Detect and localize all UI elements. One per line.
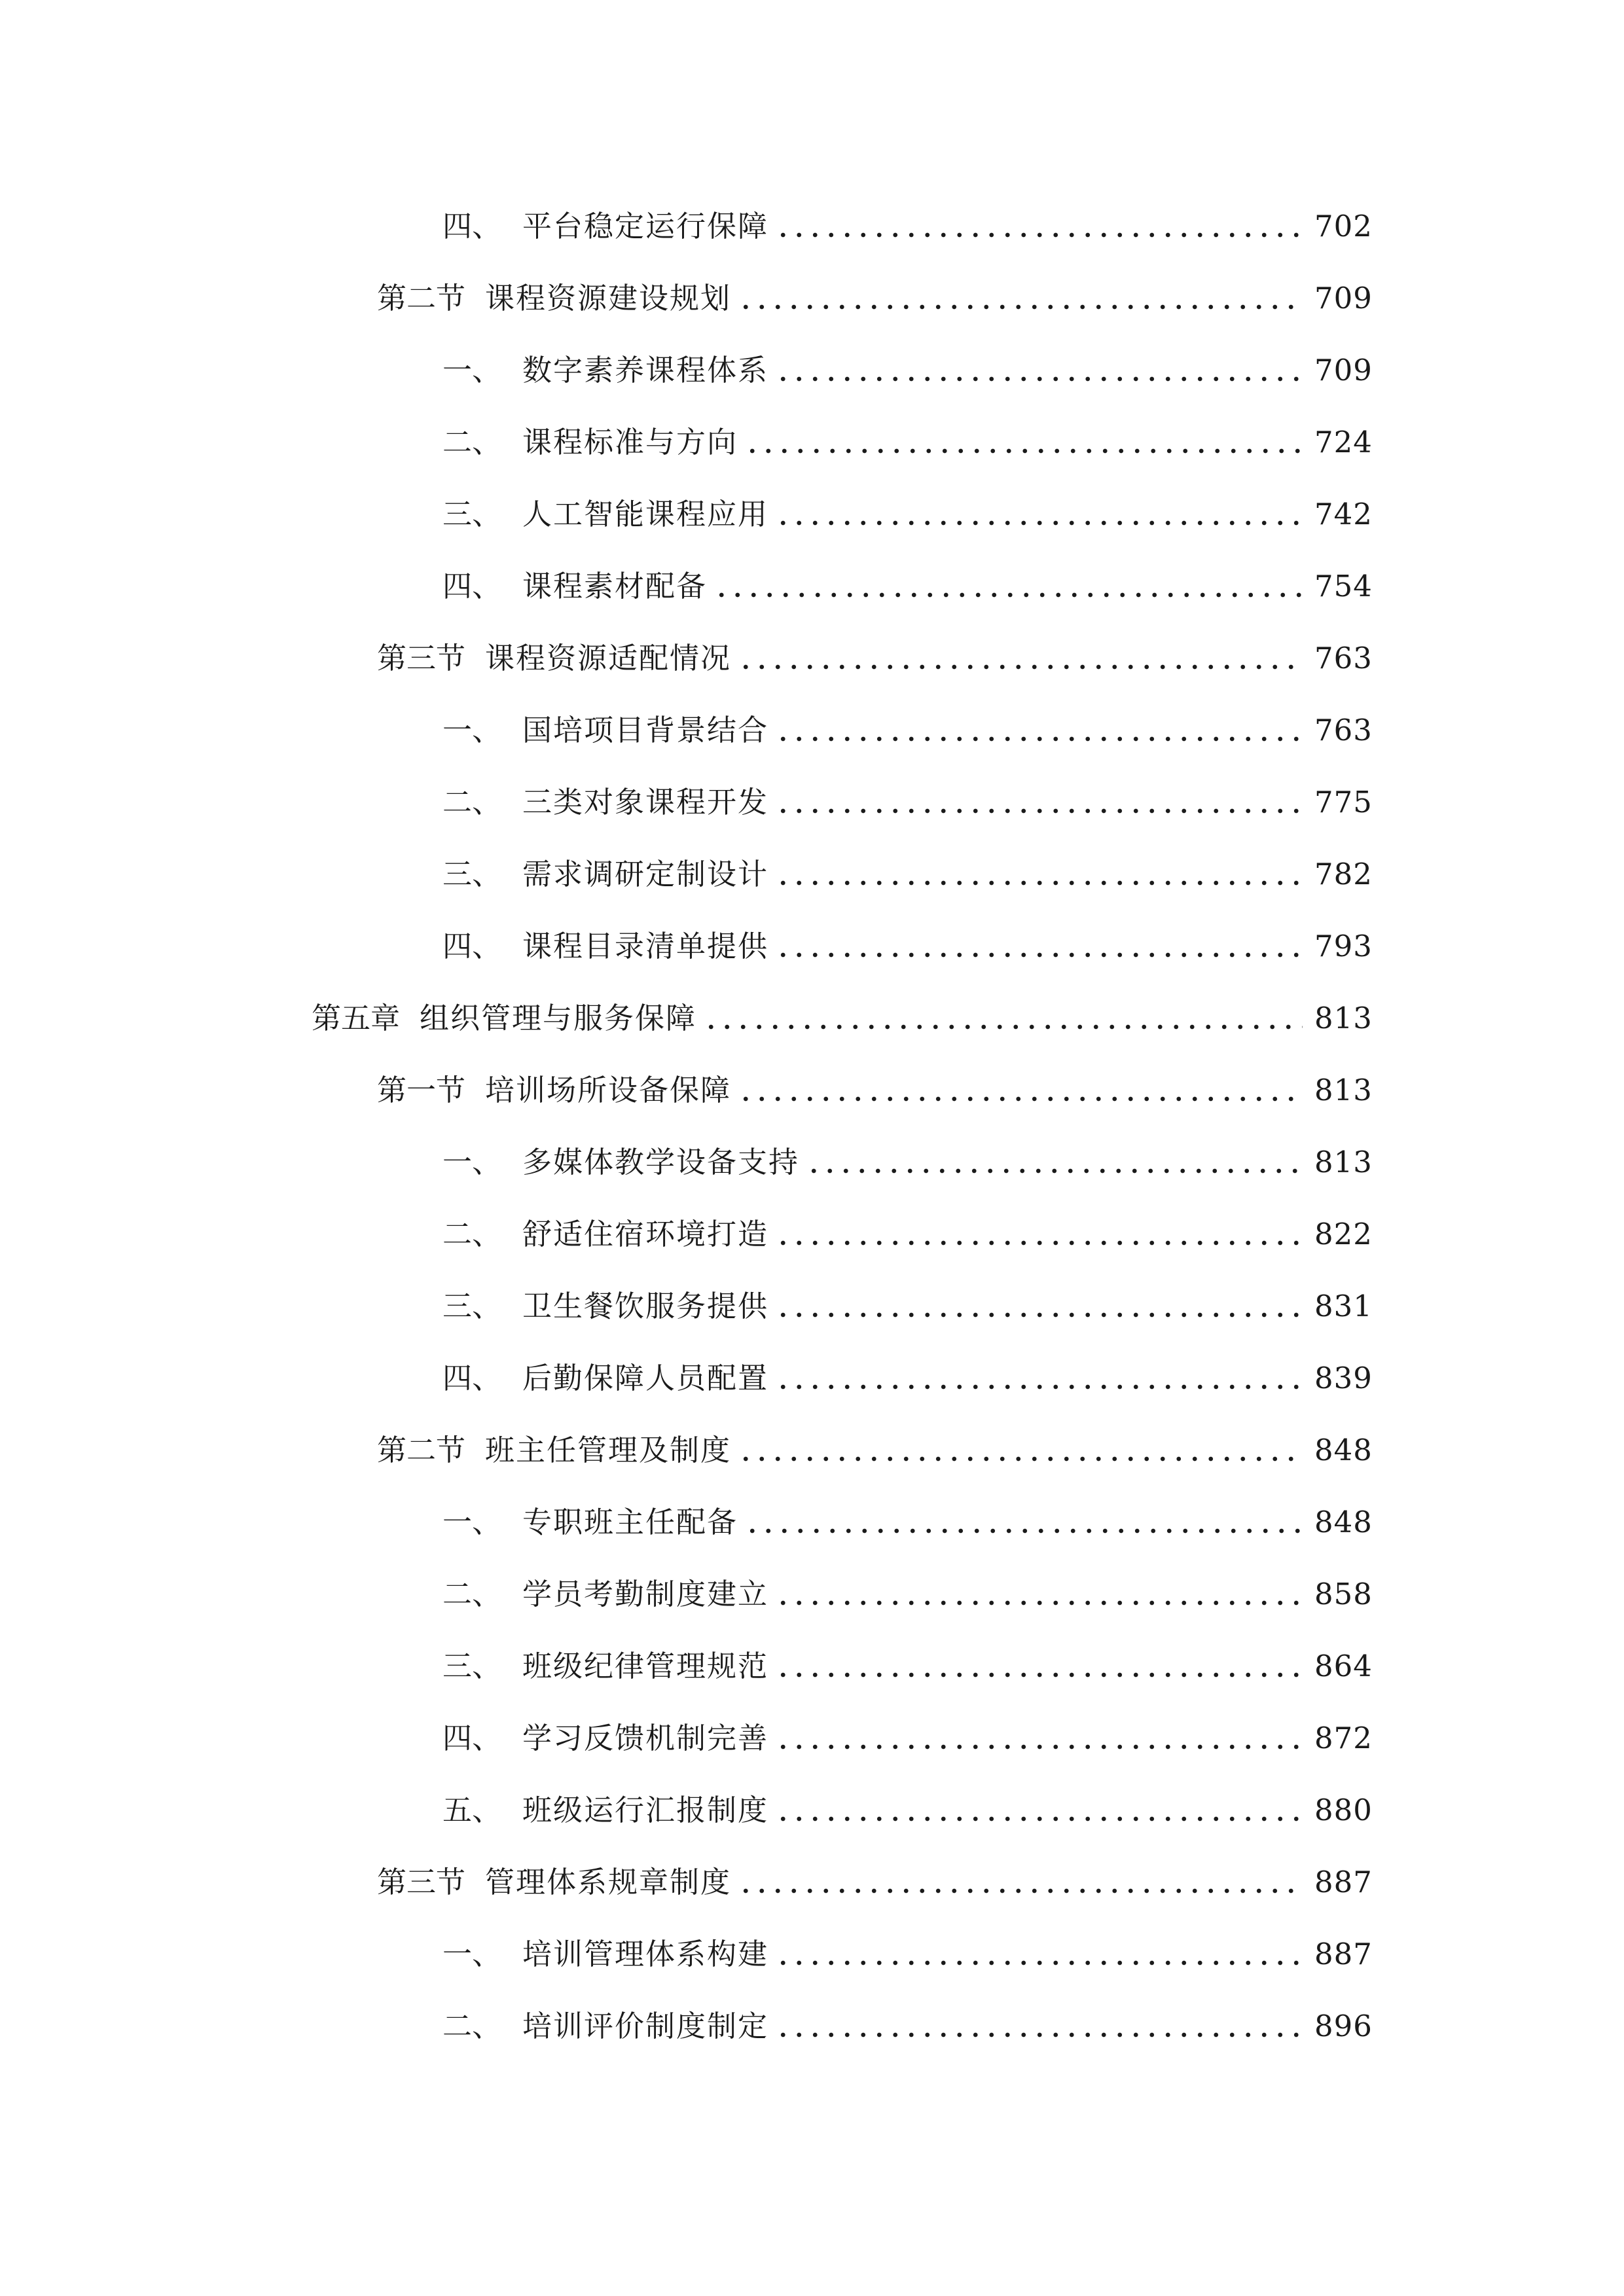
toc-entry[interactable] xyxy=(0,1198,1624,1270)
toc-entry[interactable] xyxy=(0,1558,1624,1630)
toc-entry-title: 班级运行汇报制度 xyxy=(522,1792,769,1827)
toc-entry-page: 887 xyxy=(1314,1936,1373,1971)
toc-entry-page: 709 xyxy=(1314,352,1373,387)
toc-entry-number: 一、 xyxy=(442,352,502,387)
toc-entry-page: 709 xyxy=(1314,280,1373,315)
toc-dot-leader xyxy=(775,1219,1303,1249)
toc-dot-leader xyxy=(744,427,1303,457)
toc-entry-page: 880 xyxy=(1314,1792,1373,1827)
toc-entry-title: 学习反馈机制完善 xyxy=(522,1720,769,1755)
toc-entry-page: 831 xyxy=(1314,1288,1373,1323)
toc-entry[interactable] xyxy=(0,262,1624,334)
toc-entry[interactable] xyxy=(0,1486,1624,1558)
table-of-contents xyxy=(0,190,1624,2062)
toc-entry-title: 课程素材配备 xyxy=(522,568,708,603)
toc-entry[interactable] xyxy=(0,1630,1624,1702)
toc-dot-leader xyxy=(775,1939,1303,1969)
toc-dot-leader xyxy=(738,283,1303,313)
toc-entry-title: 舒适住宿环境打造 xyxy=(522,1216,769,1251)
toc-entry-title: 班级纪律管理规范 xyxy=(522,1648,769,1683)
toc-entry-title: 后勤保障人员配置 xyxy=(522,1360,769,1395)
toc-entry-number: 一、 xyxy=(442,1144,502,1179)
toc-entry-number: 四、 xyxy=(442,568,502,603)
toc-dot-leader xyxy=(775,1579,1303,1609)
toc-entry-number: 三、 xyxy=(442,1288,502,1323)
toc-entry-number: 二、 xyxy=(442,1576,502,1611)
toc-entry-title: 专职班主任配备 xyxy=(522,1504,738,1539)
toc-entry[interactable] xyxy=(0,982,1624,1054)
toc-dot-leader xyxy=(713,571,1303,601)
toc-dot-leader xyxy=(738,1075,1303,1105)
toc-dot-leader xyxy=(775,1651,1303,1681)
toc-dot-leader xyxy=(775,787,1303,817)
toc-entry-number: 第二节 xyxy=(377,280,466,315)
toc-entry-number: 第三节 xyxy=(377,640,466,675)
toc-entry-page: 896 xyxy=(1314,2008,1373,2043)
toc-entry-title: 人工智能课程应用 xyxy=(522,496,769,531)
toc-entry-page: 763 xyxy=(1314,640,1373,675)
toc-entry-page: 793 xyxy=(1314,928,1373,963)
toc-entry-title: 平台稳定运行保障 xyxy=(522,208,769,243)
toc-entry-title: 国培项目背景结合 xyxy=(522,712,769,747)
toc-dot-leader xyxy=(775,355,1303,385)
toc-entry-page: 813 xyxy=(1314,1000,1373,1035)
toc-entry-page: 763 xyxy=(1314,712,1373,747)
toc-dot-leader xyxy=(775,1363,1303,1393)
toc-entry-page: 813 xyxy=(1314,1144,1373,1179)
toc-entry-number: 四、 xyxy=(442,1720,502,1755)
toc-entry-number: 一、 xyxy=(442,1936,502,1971)
toc-dot-leader xyxy=(806,1147,1303,1177)
toc-entry[interactable] xyxy=(0,550,1624,622)
toc-entry[interactable] xyxy=(0,190,1624,262)
toc-entry[interactable] xyxy=(0,838,1624,910)
toc-dot-leader xyxy=(775,211,1303,241)
toc-entry-number: 五、 xyxy=(442,1792,502,1827)
toc-entry[interactable] xyxy=(0,766,1624,838)
toc-entry-number: 三、 xyxy=(442,496,502,531)
toc-entry-title: 三类对象课程开发 xyxy=(522,784,769,819)
toc-entry-page: 782 xyxy=(1314,856,1373,891)
toc-entry[interactable] xyxy=(0,478,1624,550)
toc-entry-number: 三、 xyxy=(442,1648,502,1683)
toc-entry-page: 872 xyxy=(1314,1720,1373,1755)
toc-entry[interactable] xyxy=(0,1054,1624,1126)
toc-entry[interactable] xyxy=(0,1414,1624,1486)
toc-dot-leader xyxy=(775,2011,1303,2041)
toc-entry[interactable] xyxy=(0,334,1624,406)
toc-entry[interactable] xyxy=(0,694,1624,766)
toc-dot-leader xyxy=(775,1723,1303,1753)
toc-entry-title: 需求调研定制设计 xyxy=(522,856,769,891)
toc-dot-leader xyxy=(738,643,1303,673)
toc-entry[interactable] xyxy=(0,406,1624,478)
toc-entry-title: 培训管理体系构建 xyxy=(522,1936,769,1971)
toc-entry-page: 822 xyxy=(1314,1216,1373,1251)
toc-dot-leader xyxy=(738,1435,1303,1465)
toc-entry-page: 864 xyxy=(1314,1648,1373,1683)
toc-dot-leader xyxy=(775,1795,1303,1825)
toc-entry-title: 课程目录清单提供 xyxy=(522,928,769,963)
toc-entry-page: 813 xyxy=(1314,1072,1373,1107)
toc-entry-page: 848 xyxy=(1314,1432,1373,1467)
toc-entry-page: 724 xyxy=(1314,424,1373,459)
toc-entry[interactable] xyxy=(0,1270,1624,1342)
toc-entry-number: 二、 xyxy=(442,424,502,459)
toc-dot-leader xyxy=(775,1291,1303,1321)
toc-entry-title: 组织管理与服务保障 xyxy=(420,1000,697,1035)
toc-entry-title: 培训评价制度制定 xyxy=(522,2008,769,2043)
toc-entry[interactable] xyxy=(0,910,1624,982)
toc-entry[interactable] xyxy=(0,1990,1624,2062)
toc-entry-page: 775 xyxy=(1314,784,1373,819)
toc-entry[interactable] xyxy=(0,1126,1624,1198)
toc-entry-number: 二、 xyxy=(442,784,502,819)
toc-entry-title: 班主任管理及制度 xyxy=(485,1432,732,1467)
toc-entry-title: 多媒体教学设备支持 xyxy=(522,1144,800,1179)
toc-entry[interactable] xyxy=(0,1918,1624,1990)
toc-entry-title: 数字素养课程体系 xyxy=(522,352,769,387)
toc-entry-page: 858 xyxy=(1314,1576,1373,1611)
toc-entry-title: 管理体系规章制度 xyxy=(485,1864,732,1899)
toc-entry[interactable] xyxy=(0,1342,1624,1414)
toc-entry-page: 839 xyxy=(1314,1360,1373,1395)
toc-entry-number: 四、 xyxy=(442,208,502,243)
toc-dot-leader xyxy=(775,715,1303,745)
toc-entry-page: 848 xyxy=(1314,1504,1373,1539)
toc-entry[interactable] xyxy=(0,1846,1624,1918)
toc-entry-title: 学员考勤制度建立 xyxy=(522,1576,769,1611)
toc-entry-page: 702 xyxy=(1314,208,1373,243)
toc-dot-leader xyxy=(703,1003,1303,1033)
toc-entry-title: 卫生餐饮服务提供 xyxy=(522,1288,769,1323)
toc-entry-title: 课程资源建设规划 xyxy=(485,280,732,315)
toc-entry-title: 培训场所设备保障 xyxy=(485,1072,732,1107)
toc-entry-number: 第一节 xyxy=(377,1072,466,1107)
toc-entry-page: 742 xyxy=(1314,496,1373,531)
toc-entry-number: 第三节 xyxy=(377,1864,466,1899)
toc-entry-number: 第五章 xyxy=(312,1000,401,1035)
toc-entry-number: 一、 xyxy=(442,1504,502,1539)
toc-entry-number: 第二节 xyxy=(377,1432,466,1467)
toc-entry[interactable] xyxy=(0,622,1624,694)
toc-entry-number: 四、 xyxy=(442,928,502,963)
toc-dot-leader xyxy=(775,931,1303,961)
toc-dot-leader xyxy=(775,859,1303,889)
toc-dot-leader xyxy=(744,1507,1303,1537)
toc-entry-number: 二、 xyxy=(442,2008,502,2043)
toc-entry-number: 三、 xyxy=(442,856,502,891)
toc-entry-title: 课程资源适配情况 xyxy=(485,640,732,675)
toc-entry-number: 二、 xyxy=(442,1216,502,1251)
toc-entry-number: 四、 xyxy=(442,1360,502,1395)
toc-entry-page: 754 xyxy=(1314,568,1373,603)
toc-entry[interactable] xyxy=(0,1774,1624,1846)
toc-entry-page: 887 xyxy=(1314,1864,1373,1899)
toc-entry-number: 一、 xyxy=(442,712,502,747)
toc-dot-leader xyxy=(738,1867,1303,1897)
toc-dot-leader xyxy=(775,499,1303,529)
toc-entry-title: 课程标准与方向 xyxy=(522,424,738,459)
toc-entry[interactable] xyxy=(0,1702,1624,1774)
